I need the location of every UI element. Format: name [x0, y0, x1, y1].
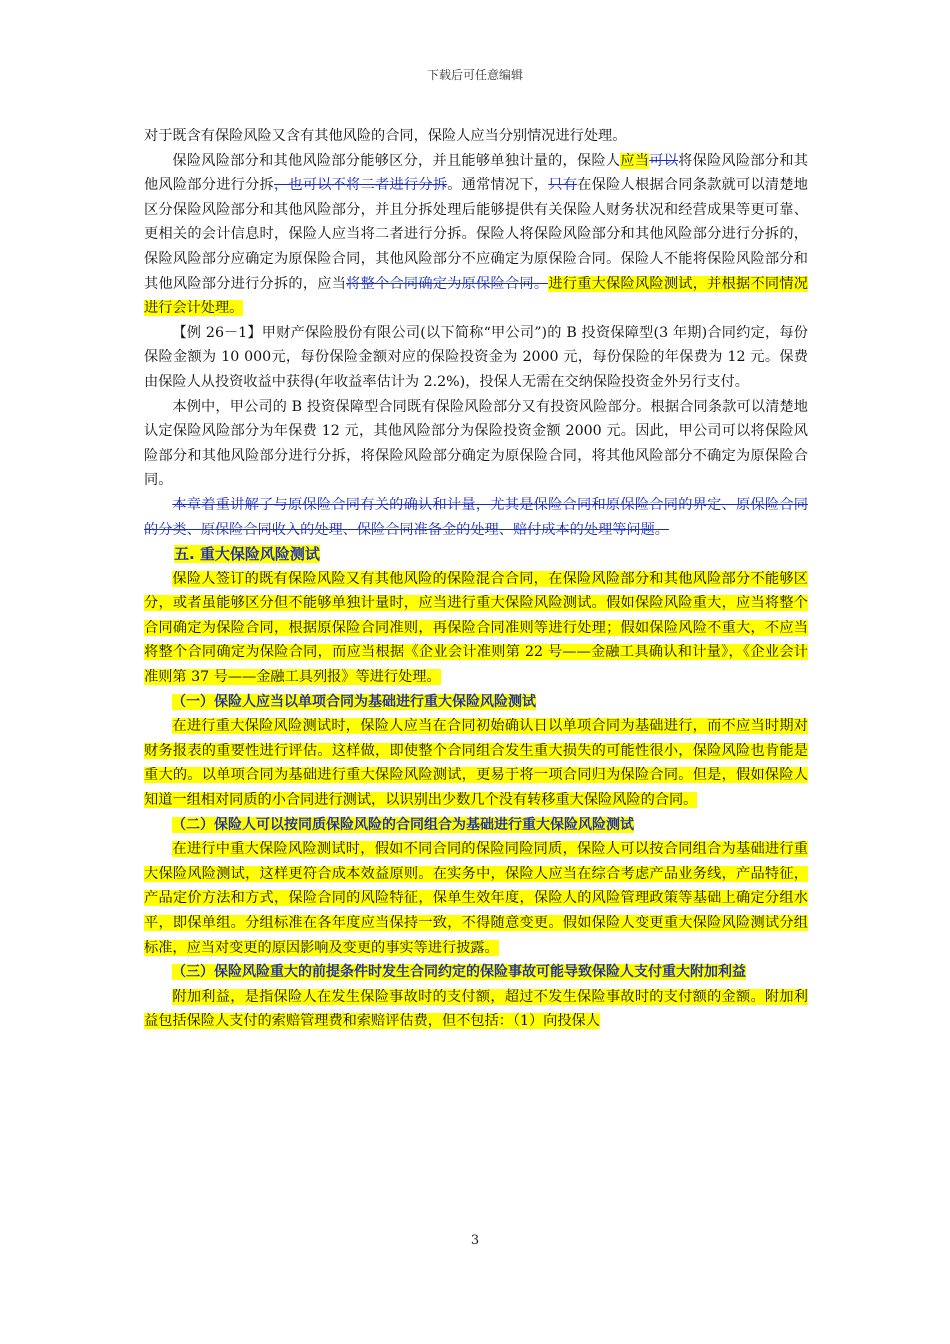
deleted-text: 只有	[548, 177, 578, 194]
section-heading: 五. 重大保险风险测试	[174, 545, 320, 564]
text: 保险风险部分和其他风险部分能够区分，并且能够单独计量的，保险人	[172, 152, 621, 169]
paragraph-example-analysis: 本例中，甲公司的 B 投资保障型合同既有保险风险部分又有投资风险部分。根据合同条款可以清楚地认定保险风险部分为年保费 12 元，其他风险部分为保险投资金额 2000 元。因此，甲公司可以将保险风险部分和其他风险部分进行分拆，将保险风险部分确定为原保险合同，将其他风险部分不确定为原保险合同。	[144, 398, 808, 489]
page-number: 3	[470, 1233, 480, 1248]
subsection-heading-1: （一）保险人应当以单项合同为基础进行重大保险风险测试	[172, 693, 536, 710]
deleted-text: 可以	[649, 152, 679, 169]
document-body	[144, 124, 808, 1034]
text: 。通常情况下，	[447, 177, 549, 194]
text: 将保险风险部分和其他风险部分进行分拆	[144, 152, 808, 194]
deleted-text: ，也可以不将二者进行分拆	[273, 177, 448, 194]
text: 在保险人根据合同条款就可以清楚地区分保险风险部分和其他风险部分，并且分拆处理后能够提供有关保险人财务状况和经营成果等更可靠、更相关的会计信息时，保险人应当将二者进行分拆。保险人将保险风险部分和其他风险部分进行分拆的，保险风险部分应确定为原保险合同，其他风险部分不应确定为原保险合同。保险人不能将保险风险部分和其他风险部分进行分拆的，应当	[144, 177, 808, 292]
paragraph-subsection-1: 在进行重大保险风险测试时，保险人应当在合同初始确认日以单项合同为基础进行，而不应当时期对财务报表的重要性进行评估。这样做，即使整个合同组合发生重大损失的可能性很小，保险风险也肯能是重大的。以单项合同为基础进行重大保险风险测试，更易于将一项合同归为保险合同。但是，假如保险人知道一组相对同质的小合同进行测试，以识别出少数几个没有转移重大保险风险的合同。	[144, 718, 808, 809]
paragraph-section-intro: 保险人签订的既有保险风险又有其他风险的保险混合合同，在保险风险部分和其他风险部分不能够区分，或者虽能够区分但不能够单独计量时，应当进行重大保险风险测试。假如保险风险重大，应当将整个合同确定为保险合同，根据原保险合同准则，再保险合同准则等进行处理；假如保险风险不重大，不应当将整个合同确定为保险合同，而应当根据《企业会计准则第 22 号——金融工具确认和计量》，《企业会计准则第 37 号——金融工具列报》等进行处理。	[144, 570, 808, 686]
page-header: 下载后可任意编辑	[426, 68, 523, 82]
paragraph-deleted-summary	[144, 493, 808, 542]
deleted-text: 本章着重讲解了与原保险合同有关的确认和计量，尤其是保险合同和原保险合同的界定、原保险合同的分类、原保险合同收入的处理、保险合同准备金的处理、赔付成本的处理等问题。	[144, 496, 808, 538]
subsection-heading-3: （三）保险风险重大的前提条件时发生合同约定的保险事故可能导致保险人支付重大附加利益	[172, 964, 746, 981]
paragraph-separable	[144, 149, 808, 321]
subsection-heading-2: （二）保险人可以按同质保险风险的合同组合为基础进行重大保险风险测试	[172, 816, 634, 833]
paragraph-intro: 对于既含有保险风险又含有其他风险的合同，保险人应当分别情况进行处理。	[144, 128, 627, 144]
paragraph-subsection-2: 在进行中重大保险风险测试时，假如不同合同的保险同险同质，保险人可以按合同组合为基础进行重大保险风险测试，这样更符合成本效益原则。在实务中，保险人应当在综合考虑产品业务线，产品特征，产品定价方法和方式，保险合同的风险特征，保单生效年度，保险人的风险管理政策等基础上确定分组水平，即保单组。分组标准在各年度应当保持一致，不得随意变更。假如保险人变更重大保险风险测试分组标准，应当对变更的原因影响及变更的事实等进行披露。	[144, 841, 808, 956]
inserted-text: 进行重大保险风险测试，并根据不同情况进行会计处理。	[144, 275, 808, 317]
paragraph-example: 【例 26－1】甲财产保险股份有限公司(以下简称“甲公司”)的 B 投资保障型(3 年期)合同约定，每份保险金额为 10 000元，每份保险金额对应的保险投资金为 2000 元，每份保险的年保费为 12 元。保费由保险人从投资收益中获得(年收益率估计为 2.2%)，投保人无需在交纳保险投资金外另行支付。	[144, 324, 808, 390]
paragraph-subsection-3: 附加利益，是指保险人在发生保险事故时的支付额，超过不发生保险事故时的支付额的金额。附加利益包括保险人支付的索赔管理费和索赔评估费，但不包括：（1）向投保人	[144, 988, 808, 1030]
deleted-text: 将整个合同确定为原保险合同。	[346, 275, 549, 292]
inserted-text: 应当	[620, 152, 650, 169]
